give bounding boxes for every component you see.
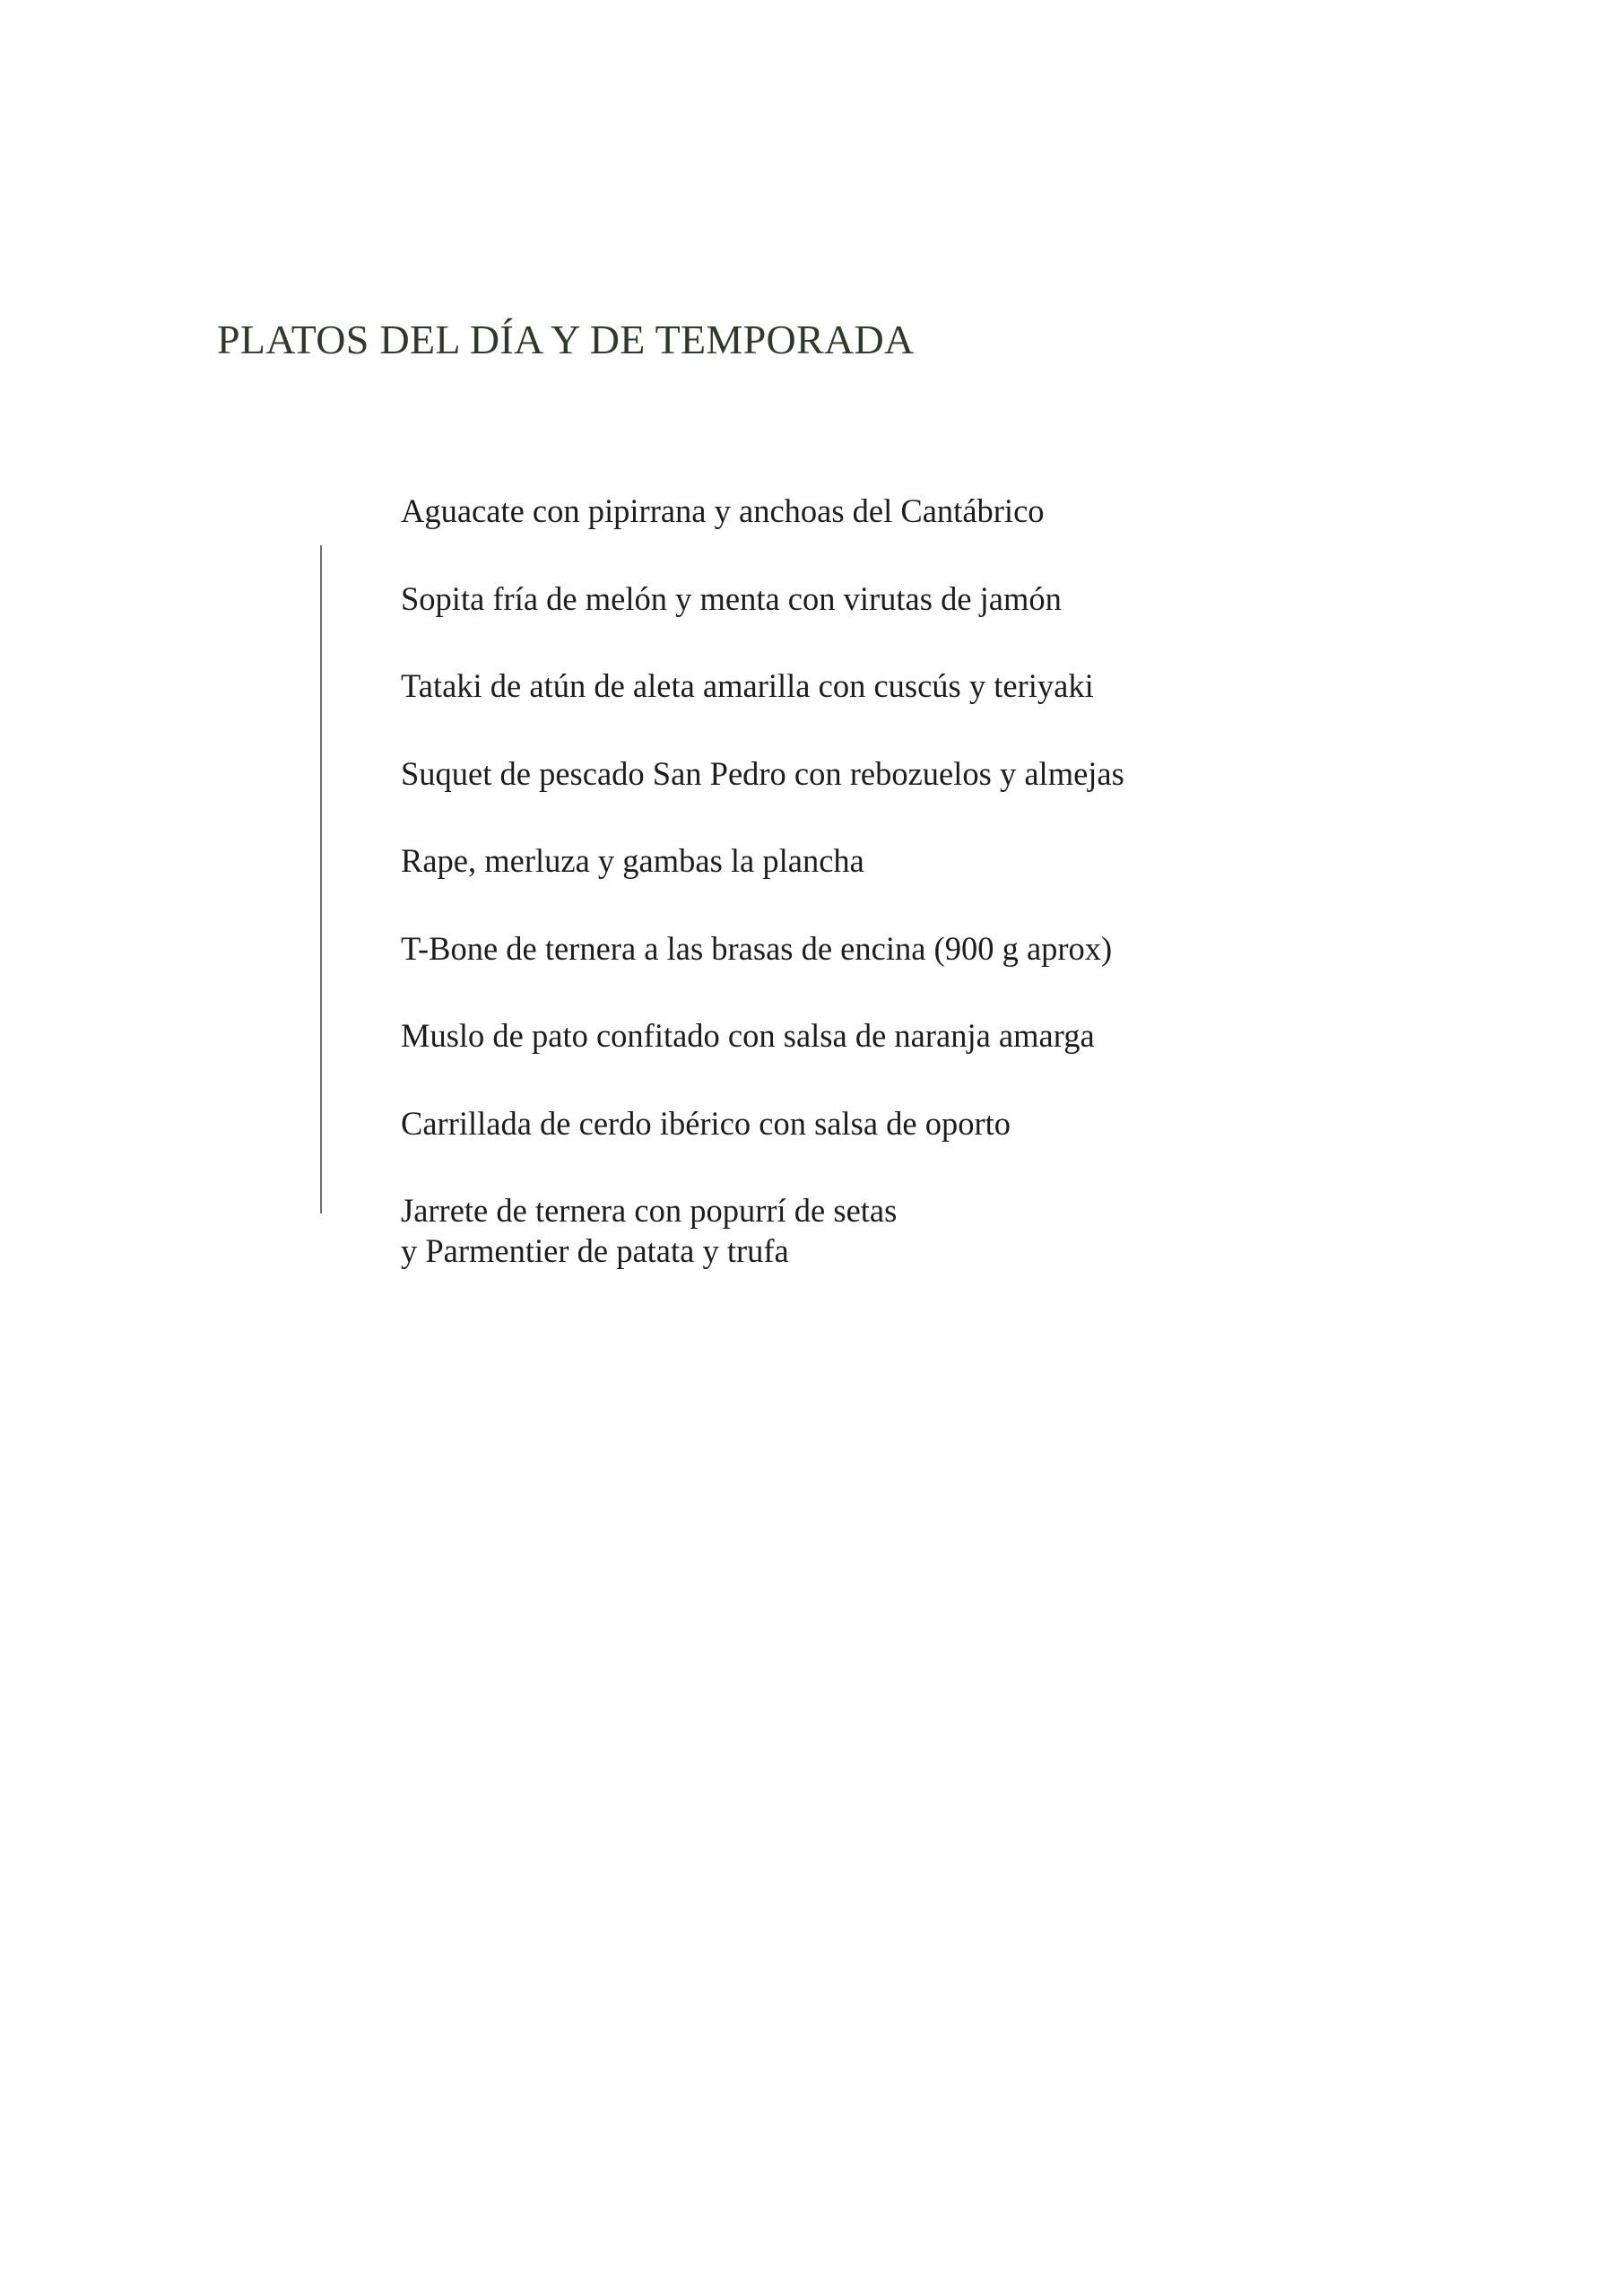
dish-list — [401, 491, 1567, 1318]
dish-item — [401, 666, 1567, 707]
dish-name: Sopita fría de melón y menta con virutas de jamón — [401, 579, 1062, 617]
dish-name: Carrillada de cerdo ibérico con salsa de oporto — [401, 1104, 1011, 1142]
dish-item — [401, 1016, 1567, 1057]
dish-name: Muslo de pato confitado con salsa de naranja amarga — [401, 1017, 1095, 1055]
dish-item — [401, 1104, 1567, 1144]
dish-item — [401, 841, 1567, 882]
dish-name: Suquet de pescado San Pedro con rebozuelos y almejas — [401, 754, 1124, 792]
dish-item — [401, 491, 1567, 532]
dish-name-line-2: y Parmentier de patata y trufa — [401, 1231, 789, 1269]
dish-item — [401, 1191, 1567, 1271]
dish-name: T-Bone de ternera a las brasas de encina (900 g aprox) — [401, 929, 1113, 967]
dish-item — [401, 929, 1567, 970]
dish-item — [401, 579, 1567, 620]
vertical-divider — [320, 545, 322, 1213]
dish-name: Aguacate con pipirrana y anchoas del Cantábrico — [401, 492, 1045, 529]
dish-item — [401, 754, 1567, 795]
menu-title: PLATOS DEL DÍA Y DE TEMPORADA — [217, 317, 915, 362]
dish-name: Rape, merluza y gambas la plancha — [401, 842, 864, 880]
dish-name: Tataki de atún de aleta amarilla con cuscús y teriyaki — [401, 667, 1094, 705]
dish-name-line-1: Jarrete de ternera con popurrí de setas — [401, 1192, 898, 1230]
